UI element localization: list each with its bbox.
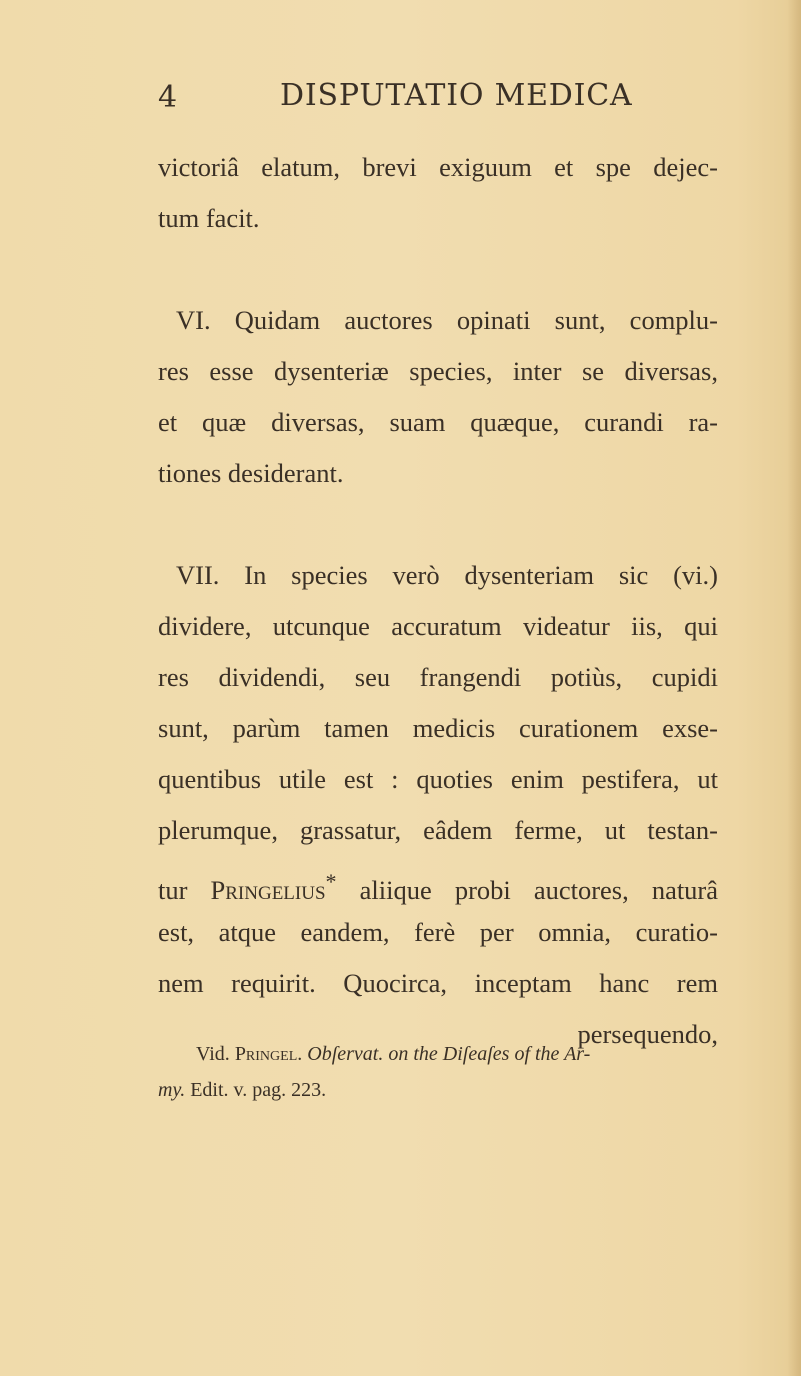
page-header — [0, 78, 801, 122]
text-fragment: tur — [158, 874, 188, 905]
text-line: quentibus utile est : quoties enim pestifera, ut — [158, 764, 718, 794]
text-line: res esse dysenteriæ species, inter se diversas, — [158, 356, 718, 386]
text-line: tum facit. — [158, 203, 260, 233]
text-line: tiones desiderant. — [158, 458, 344, 488]
text-line: VI. Quidam auctores opinati sunt, complu- — [176, 305, 718, 335]
text-fragment: aliique probi auctores, naturâ — [359, 874, 719, 905]
text-line: nem requirit. Quocirca, inceptam hanc rem — [158, 968, 718, 998]
footnote-line — [158, 1072, 726, 1108]
text-line: sunt, parùm tamen medicis curationem exse- — [158, 713, 718, 743]
page-number: 4 — [158, 80, 178, 115]
text-line-with-name — [158, 856, 718, 907]
page-edge-shadow — [787, 0, 801, 1376]
catchword: persequendo, — [577, 1019, 718, 1049]
main-text — [158, 142, 718, 1060]
paragraph-gap — [158, 244, 718, 295]
footnote-title-end: my. — [158, 1079, 186, 1101]
footnote-title: Obſervat. on the Diſeaſes of the Ar- — [307, 1043, 591, 1065]
text-line: dividere, utcunque accuratum videatur iis, qui — [158, 611, 718, 641]
footnote-author: Pringel. — [234, 1043, 303, 1065]
footnote-line — [196, 1036, 726, 1072]
text-line: res dividendi, seu frangendi potiùs, cupidi — [158, 662, 718, 692]
footnote-edition: Edit. v. pag. 223. — [190, 1079, 327, 1101]
running-head: DISPUTATIO MEDICA — [280, 78, 633, 113]
text-line: et quæ diversas, suam quæque, curandi ra- — [158, 407, 718, 437]
author-name: Pringelius — [210, 874, 326, 905]
footnote-vid: Vid. — [196, 1043, 230, 1065]
footnote — [158, 1036, 726, 1108]
text-line: victoriâ elatum, brevi exiguum et spe dejec- — [158, 152, 718, 182]
text-line: VII. In species verò dysenteriam sic (vi.) — [176, 560, 718, 590]
text-line: plerumque, grassatur, eâdem ferme, ut testan- — [158, 815, 718, 845]
paragraph-gap — [158, 499, 718, 550]
footnote-marker: * — [325, 869, 337, 894]
text-line: est, atque eandem, ferè per omnia, curatio- — [158, 917, 718, 947]
